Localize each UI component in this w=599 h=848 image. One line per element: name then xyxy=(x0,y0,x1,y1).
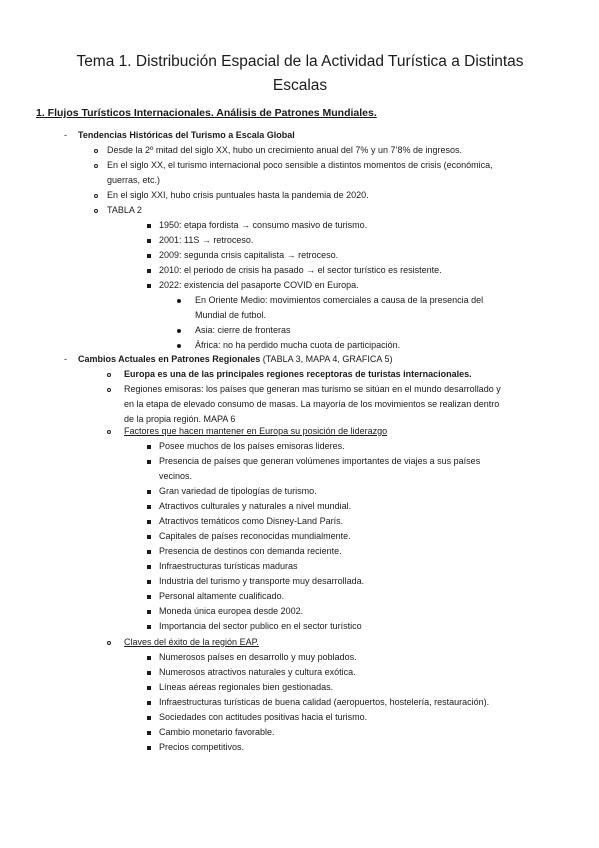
list-item: TABLA 2 xyxy=(107,205,142,215)
list-item-continued: en la etapa de elevado consumo de masas. La mayoría de los movimientos se realizan dentro xyxy=(124,399,500,409)
square-bullet-icon xyxy=(147,460,151,464)
circle-bullet-icon xyxy=(107,388,111,392)
list-item: Moneda única europea desde 2002. xyxy=(159,606,304,616)
round-bullet-icon xyxy=(177,329,181,333)
dash-marker: - xyxy=(64,130,67,140)
list-item: Numerosos países en desarrollo y muy poblados. xyxy=(159,652,357,662)
list-item: Regiones emisoras: los países que generan mas turismo se sitúan en el mundo desarrollado y xyxy=(124,384,501,394)
subheading-cambios-title: Cambios Actuales en Patrones Regionales xyxy=(78,354,261,364)
subheading-cambios xyxy=(78,352,392,367)
round-bullet-icon xyxy=(177,299,181,303)
list-item: Numerosos atractivos naturales y cultura exótica. xyxy=(159,667,356,677)
round-bullet-icon xyxy=(177,344,181,348)
subheading-cambios-refs: (TABLA 3, MAPA 4, GRAFICA 5) xyxy=(260,354,393,364)
list-item: Gran variedad de tipologías de turismo. xyxy=(159,486,317,496)
list-item: 2009: segunda crisis capitalista → retroceso. xyxy=(159,250,339,260)
square-bullet-icon xyxy=(147,269,151,273)
square-bullet-icon xyxy=(147,520,151,524)
list-item: Presencia de destinos con demanda reciente. xyxy=(159,546,342,556)
list-item: Posee muchos de los países emisoras lideres. xyxy=(159,441,345,451)
list-item: 2022: existencia del pasaporte COVID en Europa. xyxy=(159,280,359,290)
square-bullet-icon xyxy=(147,254,151,258)
square-bullet-icon xyxy=(147,565,151,569)
square-bullet-icon xyxy=(147,595,151,599)
square-bullet-icon xyxy=(147,746,151,750)
subheading-tendencias: Tendencias Históricas del Turismo a Escala Global xyxy=(78,130,295,140)
square-bullet-icon xyxy=(147,505,151,509)
circle-bullet-icon xyxy=(107,641,111,645)
list-item-continued: de la propia región. MAPA 6 xyxy=(124,414,236,424)
square-bullet-icon xyxy=(147,625,151,629)
square-bullet-icon xyxy=(147,671,151,675)
square-bullet-icon xyxy=(147,701,151,705)
list-item: Personal altamente cualificado. xyxy=(159,591,285,601)
list-item: Precios competitivos. xyxy=(159,742,245,752)
list-item-heading: Factores que hacen mantener en Europa su posición de liderazgo xyxy=(124,426,388,436)
square-bullet-icon xyxy=(147,610,151,614)
list-item: Atractivos temáticos como Disney-Land París. xyxy=(159,516,344,526)
list-item: Presencia de países que generan volúmenes importantes de viajes a sus países xyxy=(159,456,481,466)
list-item: Atractivos culturales y naturales a nivel mundial. xyxy=(159,501,352,511)
list-item-continued: Mundial de futbol. xyxy=(195,310,267,320)
list-item: África: no ha perdido mucha cuota de participación. xyxy=(195,340,401,350)
list-item-continued: vecinos. xyxy=(159,471,193,481)
list-item: Infraestructuras turísticas maduras xyxy=(159,561,298,571)
square-bullet-icon xyxy=(147,224,151,228)
circle-bullet-icon xyxy=(94,149,98,153)
list-item: Líneas aéreas regionales bien gestionadas. xyxy=(159,682,334,692)
circle-bullet-icon xyxy=(94,164,98,168)
list-item: Europa es una de las principales regiones receptoras de turistas internacionales. xyxy=(124,369,472,379)
circle-bullet-icon xyxy=(94,194,98,198)
circle-bullet-icon xyxy=(107,430,111,434)
circle-bullet-icon xyxy=(107,373,111,377)
list-item: Importancia del sector publico en el sector turístico xyxy=(159,621,362,631)
square-bullet-icon xyxy=(147,284,151,288)
document-title xyxy=(40,50,560,98)
list-item: Sociedades con actitudes positivas hacia el turismo. xyxy=(159,712,368,722)
list-item: 2010: el periodo de crisis ha pasado → el sector turístico es resistente. xyxy=(159,265,442,275)
square-bullet-icon xyxy=(147,239,151,243)
square-bullet-icon xyxy=(147,535,151,539)
circle-bullet-icon xyxy=(94,209,98,213)
list-item: Infraestructuras turísticas de buena calidad (aeropuertos, hostelería, restauración). xyxy=(159,697,490,707)
list-item-continued: guerras, etc.) xyxy=(107,175,161,185)
list-item: Desde la 2º mitad del siglo XX, hubo un crecimiento anual del 7% y un 7’8% de ingresos. xyxy=(107,145,462,155)
square-bullet-icon xyxy=(147,686,151,690)
list-item: 1950: etapa fordista → consumo masivo de turismo. xyxy=(159,220,368,230)
title-line-1: Tema 1. Distribución Espacial de la Actividad Turística a Distintas xyxy=(76,53,524,70)
list-item: Asia: cierre de fronteras xyxy=(195,325,291,335)
square-bullet-icon xyxy=(147,580,151,584)
list-item: En el siglo XXI, hubo crisis puntuales hasta la pandemia de 2020. xyxy=(107,190,369,200)
square-bullet-icon xyxy=(147,490,151,494)
dash-marker: - xyxy=(64,354,67,364)
list-item-heading: Claves del éxito de la región EAP. xyxy=(124,637,259,647)
section-heading: 1. Flujos Turísticos Internacionales. Análisis de Patrones Mundiales. xyxy=(36,107,377,119)
list-item: 2001: 11S → retroceso. xyxy=(159,235,254,245)
square-bullet-icon xyxy=(147,716,151,720)
square-bullet-icon xyxy=(147,731,151,735)
list-item: Industria del turismo y transporte muy desarrollada. xyxy=(159,576,365,586)
list-item: Capitales de países reconocidas mundialmente. xyxy=(159,531,351,541)
list-item: Cambio monetario favorable. xyxy=(159,727,275,737)
square-bullet-icon xyxy=(147,656,151,660)
title-line-2: Escalas xyxy=(272,77,328,94)
square-bullet-icon xyxy=(147,550,151,554)
list-item: En el siglo XX, el turismo internacional poco sensible a distintos momentos de crisis (económica, xyxy=(107,160,493,170)
list-item: En Oriente Medio: movimientos comerciales a causa de la presencia del xyxy=(195,295,484,305)
square-bullet-icon xyxy=(147,445,151,449)
